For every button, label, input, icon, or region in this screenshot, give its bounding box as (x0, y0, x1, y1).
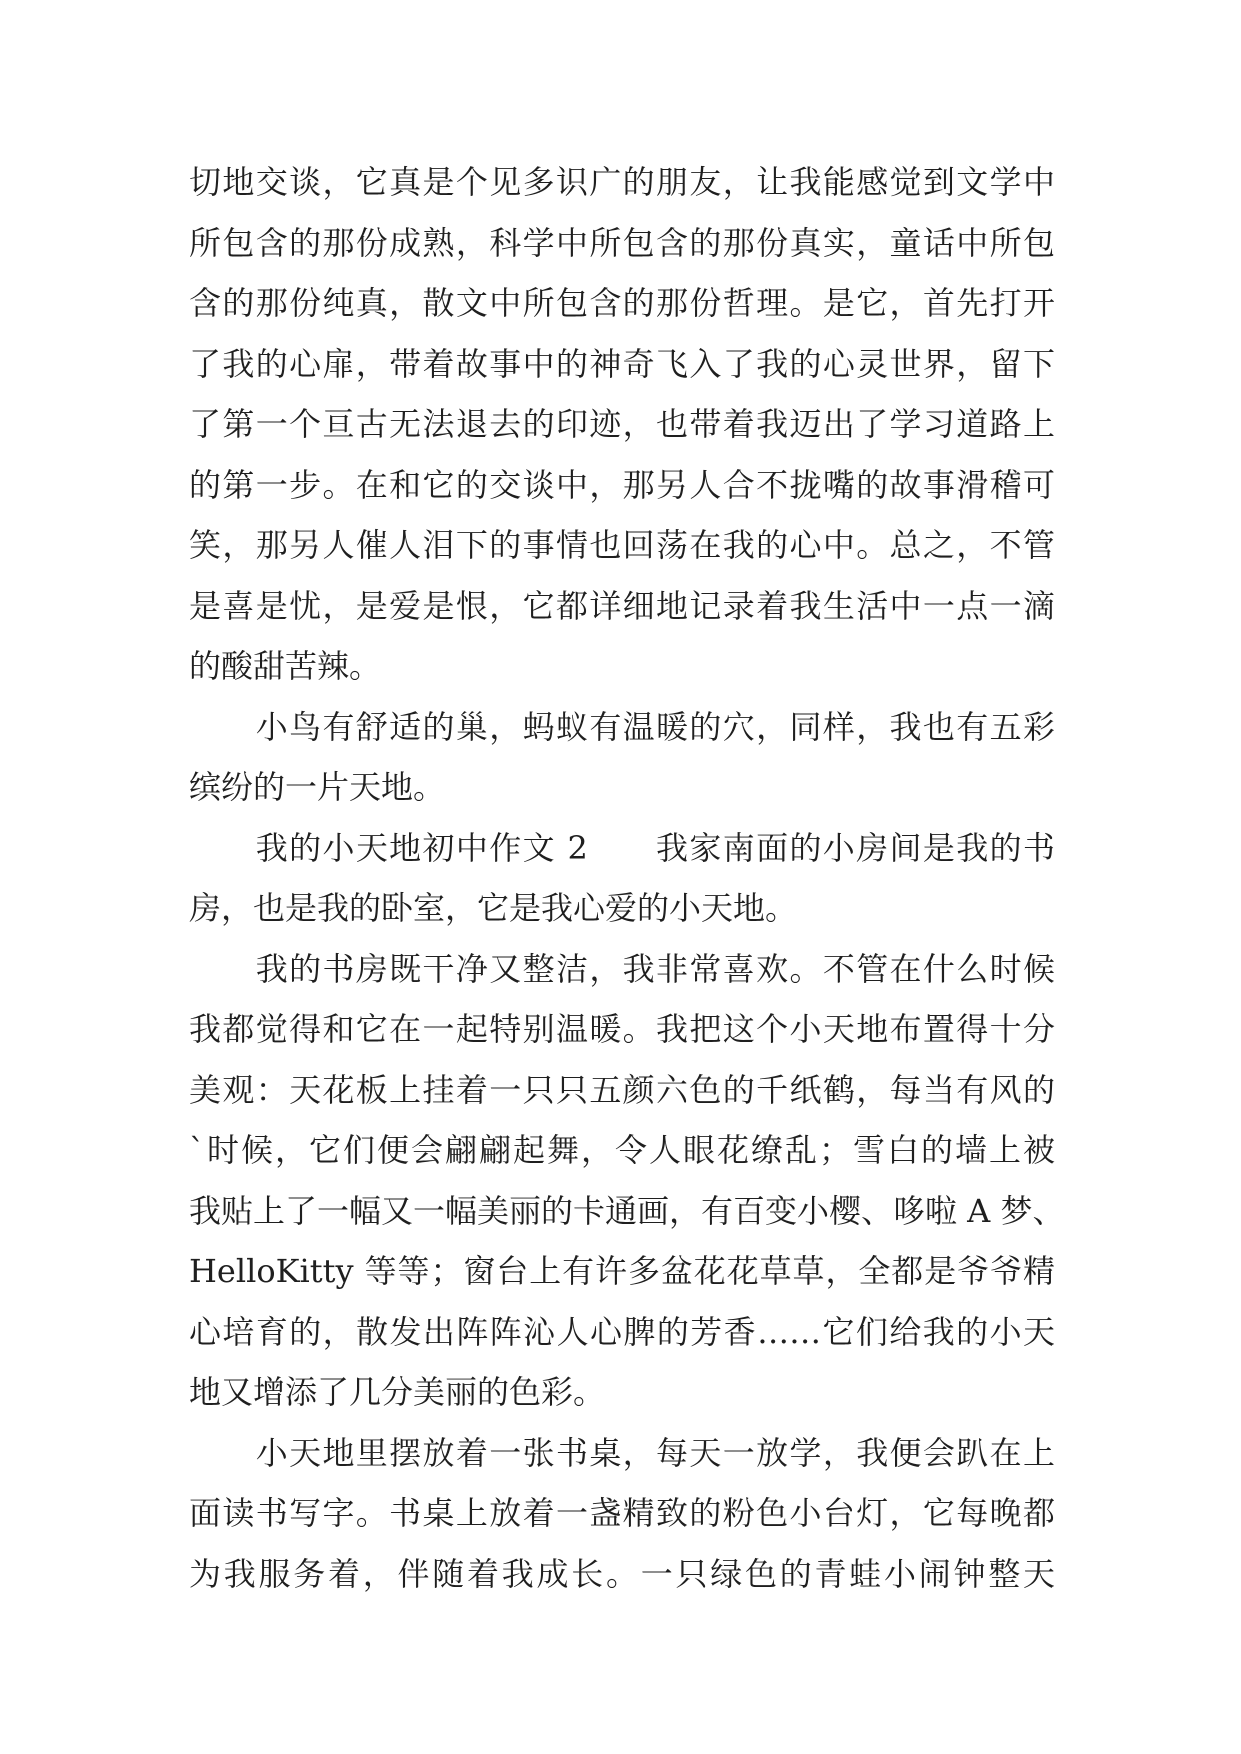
text-line: 心培育的，散发出阵阵沁人心脾的芳香……它们给我的小天 (189, 1312, 1055, 1351)
text-line: `时候，它们便会翩翩起舞，令人眼花缭乱；雪白的墙上被 (189, 1131, 1055, 1169)
text-line: 我贴上了一幅又一幅美丽的卡通画，有百变小樱、哆啦 A 梦、 (189, 1191, 1065, 1230)
text-line: 房，也是我的卧室，它是我心爱的小天地。 (189, 889, 798, 927)
text-line: 我的书房既干净又整洁，我非常喜欢。不管在什么时候 (189, 949, 1055, 988)
text-line: 小天地里摆放着一张书桌，每天一放学，我便会趴在上 (189, 1433, 1055, 1472)
text-line: 是喜是忧，是爱是恨，它都详细地记录着我生活中一点一滴 (189, 586, 1055, 625)
text-line: 含的那份纯真，散文中所包含的那份哲理。是它，首先打开 (189, 284, 1055, 322)
text-line: 切地交谈，它真是个见多识广的朋友，让我能感觉到文学中 (189, 163, 1055, 201)
text-line: 面读书写字。书桌上放着一盏精致的粉色小台灯，它每晚都 (189, 1494, 1055, 1532)
text-line: 了我的心扉，带着故事中的神奇飞入了我的心灵世界，留下 (189, 344, 1055, 383)
document-body (189, 152, 1065, 1604)
text-line: 为我服务着，伴随着我成长。一只绿色的青蛙小闹钟整天 (189, 1554, 1055, 1593)
text-line: 缤纷的一片天地。 (189, 768, 446, 806)
text-line: 地又增添了几分美丽的色彩。 (189, 1373, 606, 1411)
text-line: 的酸甜苦辣。 (189, 647, 382, 685)
text-line: 所包含的那份成熟，科学中所包含的那份真实，童话中所包 (189, 223, 1055, 262)
text-line: 了第一个亘古无法退去的印迹，也带着我迈出了学习道路上 (189, 405, 1055, 443)
text-line: 我都觉得和它在一起特别温暖。我把这个小天地布置得十分 (189, 1010, 1055, 1048)
text-line: HelloKitty 等等；窗台上有许多盆花花草草，全都是爷爷精 (189, 1252, 1055, 1290)
text-line: 小鸟有舒适的巢，蚂蚁有温暖的穴，同样，我也有五彩 (189, 707, 1055, 746)
text-line: 美观：天花板上挂着一只只五颜六色的千纸鹤，每当有风的 (189, 1070, 1055, 1109)
text-line: 笑，那另人催人泪下的事情也回荡在我的心中。总之，不管 (189, 526, 1055, 564)
text-line: 我的小天地初中作文 2 我家南面的小房间是我的书 (189, 828, 1055, 867)
text-line: 的第一步。在和它的交谈中，那另人合不拢嘴的故事滑稽可 (189, 465, 1055, 504)
